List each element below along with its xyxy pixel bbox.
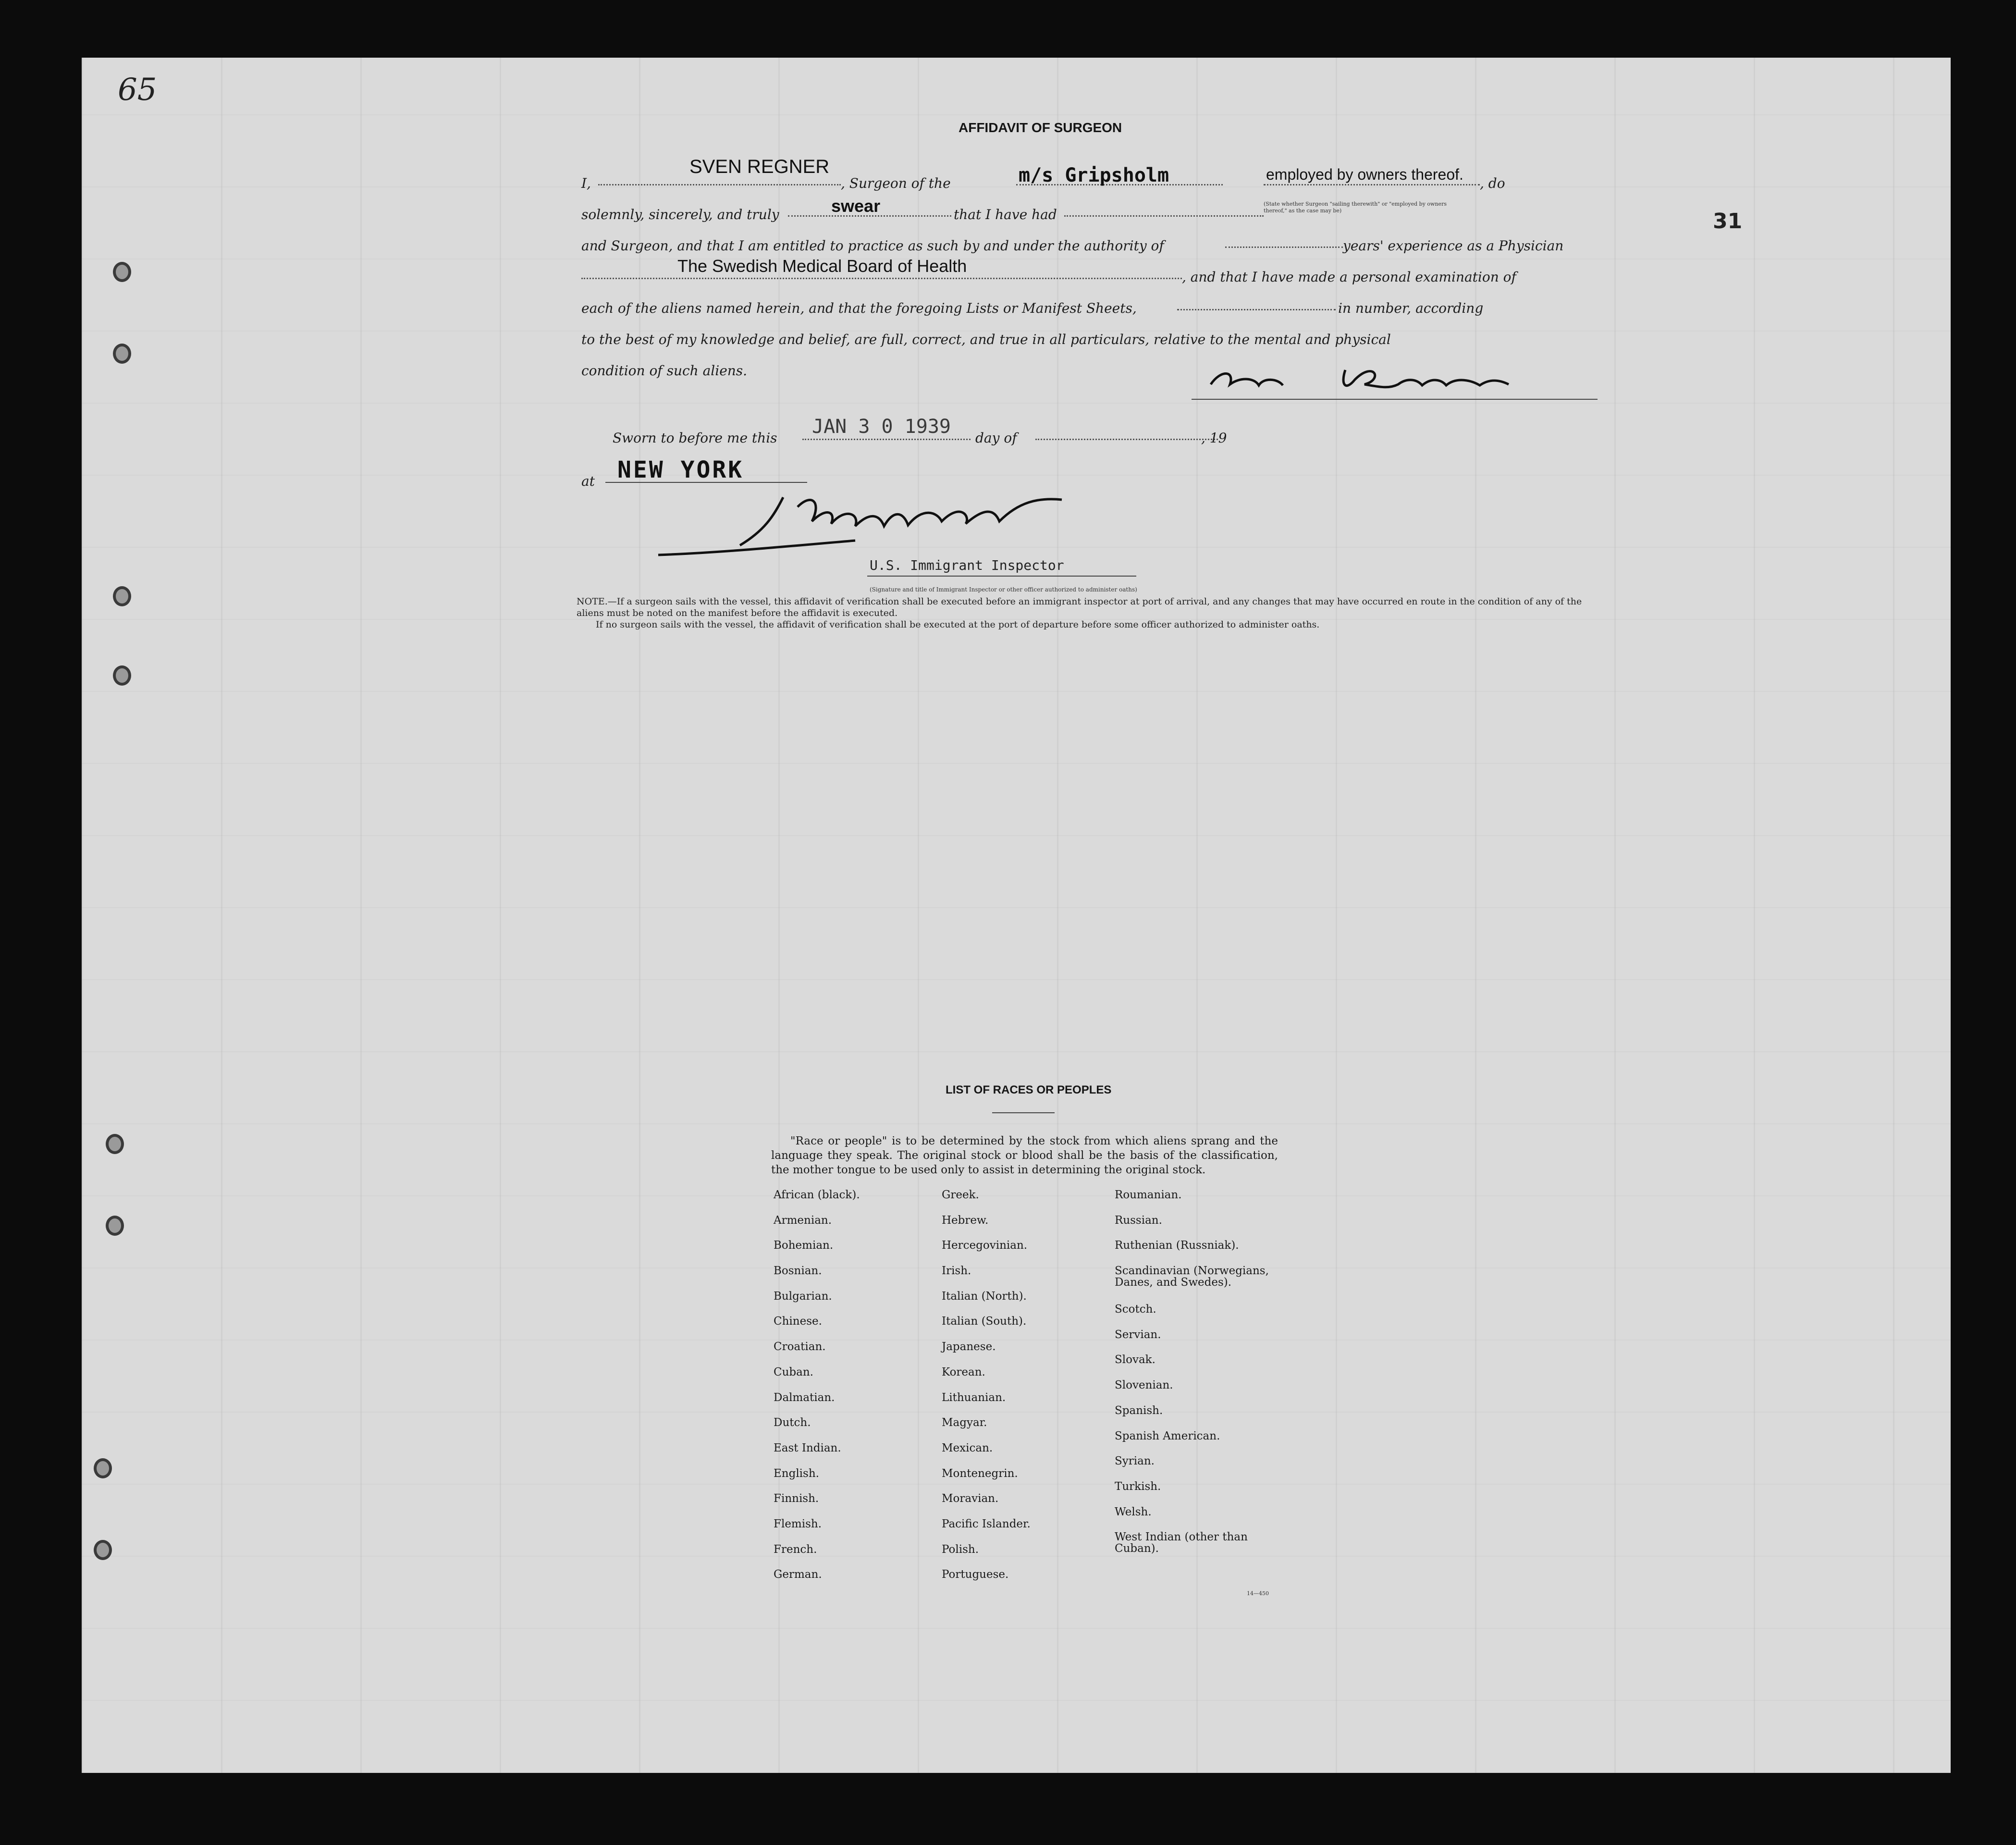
race-item: Scotch.: [1115, 1303, 1156, 1316]
races-title: LIST OF RACES OR PEOPLES: [946, 1083, 1112, 1096]
note-label: NOTE.: [577, 596, 608, 607]
fill-rule: [581, 278, 1182, 279]
race-item: English.: [774, 1467, 819, 1480]
employment-hint: (State whether Surgeon "sailing therewith" or "employed by owners thereof," as the case may be): [1264, 201, 1447, 214]
inspector-hint: (Signature and title of Immigrant Inspector or other officer authorized to administer oaths): [870, 586, 1137, 593]
race-item: Magyar.: [942, 1416, 987, 1429]
race-item: Turkish.: [1115, 1480, 1161, 1493]
race-item: Slovenian.: [1115, 1379, 1173, 1392]
race-item: Bohemian.: [774, 1239, 834, 1252]
sheet-number: 31: [1713, 209, 1743, 234]
affidavit-text: , do: [1480, 175, 1505, 191]
document-page: [82, 58, 1951, 1773]
race-item: Italian (North).: [942, 1290, 1027, 1303]
employment-status: employed by owners thereof.: [1266, 166, 1463, 183]
race-item: Hercegovinian.: [942, 1239, 1028, 1252]
punch-hole: [106, 1216, 124, 1236]
surgeon-signature: [1201, 351, 1595, 404]
race-item: Servian.: [1115, 1328, 1161, 1341]
punch-hole: [94, 1540, 112, 1560]
fill-rule: [802, 439, 971, 440]
note-text: —If a surgeon sails with the vessel, this affidavit of verification shall be executed before an immigrant inspector at port of arrival, and any changes that may have occurred en route in the condition of any of the aliens must be noted on the manifest before the affidavit is executed.: [577, 596, 1582, 618]
race-item: Chinese.: [774, 1315, 822, 1328]
race-item: Mexican.: [942, 1441, 993, 1454]
race-item: Scandinavian (Norwegians, Danes, and Swedes).: [1115, 1265, 1269, 1289]
race-item: Spanish American.: [1115, 1429, 1220, 1442]
race-item: Japanese.: [942, 1341, 996, 1353]
race-item: Syrian.: [1115, 1455, 1155, 1468]
affidavit-text: , Surgeon of the: [841, 175, 951, 191]
race-item: Cuban.: [774, 1365, 813, 1378]
affidavit-text: , and that I have made a personal examination of: [1182, 269, 1516, 285]
affidavit-text: solemnly, sincerely, and truly: [581, 207, 779, 222]
races-column-3: [1115, 1189, 1288, 1560]
race-item: Korean.: [942, 1365, 985, 1378]
race-item: Ruthenian (Russniak).: [1115, 1239, 1239, 1252]
race-item: Moravian.: [942, 1492, 999, 1505]
punch-hole: [94, 1458, 112, 1478]
race-item: Greek.: [942, 1189, 979, 1201]
oath-type: swear: [831, 196, 881, 216]
race-item: Slovak.: [1115, 1353, 1156, 1366]
signature-line: [1192, 399, 1598, 400]
race-item: Bosnian.: [774, 1265, 822, 1278]
affidavit-text: that I have had: [954, 207, 1057, 222]
race-item: Dutch.: [774, 1416, 811, 1429]
fill-rule: [1177, 309, 1336, 310]
race-item: Montenegrin.: [942, 1467, 1018, 1480]
punch-hole: [113, 262, 131, 282]
inspector-title: U.S. Immigrant Inspector: [870, 557, 1064, 573]
sworn-text: , 19: [1201, 430, 1227, 446]
affidavit-text: I,: [581, 175, 591, 191]
races-column-2: [942, 1189, 1100, 1594]
authority-name: The Swedish Medical Board of Health: [677, 256, 967, 276]
race-item: Spanish.: [1115, 1404, 1163, 1417]
race-item: Lithuanian.: [942, 1391, 1006, 1404]
note-text-2: If no surgeon sails with the vessel, the affidavit of verification shall be executed at the port of departure before some officer authorized to administer oaths.: [596, 619, 1320, 630]
affidavit-text: in number, according: [1338, 300, 1484, 316]
races-title-rule: [992, 1112, 1055, 1113]
race-item: Flemish.: [774, 1517, 822, 1530]
sworn-date-stamp: JAN 3 0 1939: [812, 416, 951, 438]
race-item: Italian (South).: [942, 1315, 1027, 1328]
affidavit-note: [577, 596, 1586, 630]
folio-number: 65: [118, 72, 157, 108]
fill-rule: [1264, 184, 1480, 185]
affidavit-text: condition of such aliens.: [581, 363, 748, 379]
race-item: Pacific Islander.: [942, 1517, 1031, 1530]
race-item: Portuguese.: [942, 1568, 1009, 1581]
ship-name: m/s Gripsholm: [1019, 164, 1169, 186]
affidavit-text: each of the aliens named herein, and that the foregoing Lists or Manifest Sheets,: [581, 300, 1137, 316]
race-item: Irish.: [942, 1265, 971, 1278]
punch-hole: [106, 1134, 124, 1154]
race-item: Croatian.: [774, 1341, 826, 1353]
race-item: Dalmatian.: [774, 1391, 835, 1404]
affidavit-text: years' experience as a Physician: [1343, 238, 1564, 254]
fill-rule: [1035, 439, 1218, 440]
fill-rule: [598, 184, 841, 185]
place-stamp: NEW YORK: [617, 456, 744, 483]
punch-hole: [113, 586, 131, 606]
affidavit-text: to the best of my knowledge and belief, are full, correct, and true in all particulars, relative to the mental and physical: [581, 332, 1391, 347]
race-item: Polish.: [942, 1543, 979, 1556]
race-item: Bulgarian.: [774, 1290, 832, 1303]
sworn-text: Sworn to before me this: [613, 430, 777, 446]
race-item: African (black).: [774, 1189, 860, 1201]
affidavit-title: AFFIDAVIT OF SURGEON: [959, 120, 1122, 135]
races-intro: "Race or people" is to be determined by the stock from which aliens sprang and the language they speak. The original stock or blood shall be the basis of the classification, the mother tongue to be used only to assist in determining the original stock.: [771, 1135, 1278, 1176]
race-item: Hebrew.: [942, 1214, 989, 1227]
race-item: Welsh.: [1115, 1505, 1152, 1518]
race-item: Finnish.: [774, 1492, 819, 1505]
form-number: 14—450: [1247, 1590, 1269, 1597]
race-item: Russian.: [1115, 1214, 1162, 1227]
punch-hole: [113, 665, 131, 686]
race-item: Armenian.: [774, 1214, 832, 1227]
race-item: East Indian.: [774, 1441, 841, 1454]
fill-rule: [1064, 215, 1264, 217]
punch-hole: [113, 344, 131, 364]
race-item: French.: [774, 1543, 817, 1556]
fill-rule: [1225, 246, 1343, 248]
sworn-text: day of: [975, 430, 1017, 446]
inspector-signature: [653, 488, 1105, 567]
at-label: at: [581, 473, 595, 489]
race-item: West Indian (other than Cuban).: [1115, 1531, 1248, 1555]
inspector-line: [867, 576, 1136, 577]
races-column-1: [774, 1189, 932, 1594]
race-item: Roumanian.: [1115, 1189, 1182, 1201]
affidavit-text: and Surgeon, and that I am entitled to practice as such by and under the authority of: [581, 238, 1164, 254]
race-item: German.: [774, 1568, 822, 1581]
surgeon-name: SVEN REGNER: [689, 156, 830, 177]
